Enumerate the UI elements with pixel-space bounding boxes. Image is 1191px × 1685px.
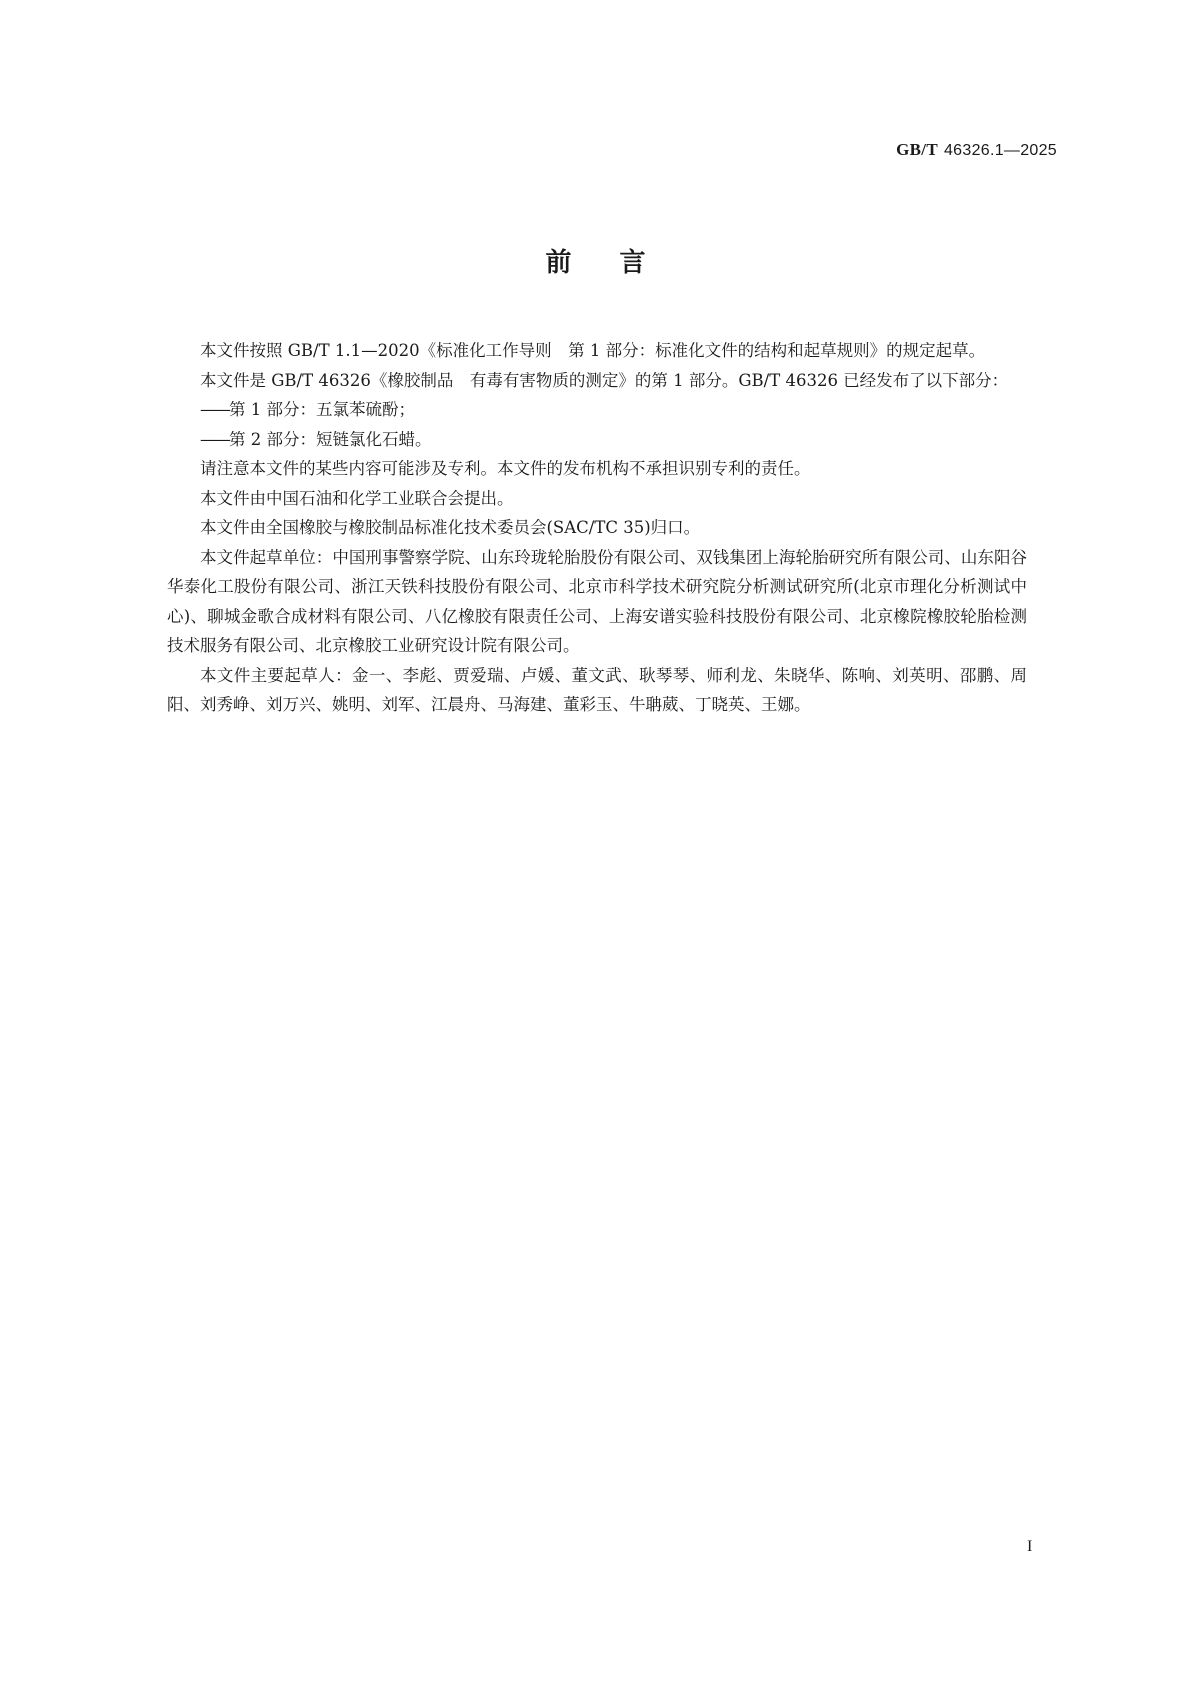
paragraph-drafting-rules: 本文件按照 GB/T 1.1—2020《标准化工作导则 第 1 部分：标准化文件的结构和起草规则》的规定起草。 [200,341,986,360]
paragraph-main-drafters: 本文件主要起草人：金一、李彪、贾爱瑞、卢媛、董文武、耿琴琴、师利龙、朱晓华、陈响、刘英明、邵鹏、周阳、刘秀峥、刘万兴、姚明、刘军、江晨舟、马海建、董彩玉、牛聃葳、丁晓英、王娜。 [167,665,1027,714]
standard-code [896,140,1057,160]
dash-marker: —— [200,429,229,449]
page-number: I [1027,1538,1033,1555]
list-item-part-1 [167,395,1027,425]
standard-code-number: 46326.1—2025 [943,142,1057,159]
list-item-text: 第 2 部分：短链氯化石蜡。 [229,429,432,449]
standard-code-prefix: GB/T [896,140,938,159]
paragraph-administered-by: 本文件由全国橡胶与橡胶制品标准化技术委员会(SAC/TC 35)归口。 [200,518,701,537]
paragraph-proposed-by: 本文件由中国石油和化学工业联合会提出。 [200,488,514,508]
foreword-body [167,336,1027,720]
paragraph-series-info: 本文件是 GB/T 46326《橡胶制品 有毒有害物质的测定》的第 1 部分。GB/T 46326 已经发布了以下部分： [200,370,1009,390]
dash-marker: —— [200,400,229,419]
list-item-part-2 [167,425,1027,455]
page-title: 前言 [545,248,694,278]
paragraph-patent-notice: 请注意本文件的某些内容可能涉及专利。本文件的发布机构不承担识别专利的责任。 [200,459,811,478]
list-item-text: 第 1 部分：五氯苯硫酚； [229,400,415,419]
paragraph-drafting-organizations: 本文件起草单位：中国刑事警察学院、山东玲珑轮胎股份有限公司、双钱集团上海轮胎研究所有限公司、山东阳谷华泰化工股份有限公司、浙江天铁科技股份有限公司、北京市科学技术研究院分析测试研究所(北京市理化分析测试中心)、聊城金歌合成材料有限公司、八亿橡胶有限责任公司、上海安谱实验科技股份有限公司、北京橡院橡胶轮胎检测技术服务有限公司、北京橡胶工业研究设计院有限公司。 [167,547,1027,655]
